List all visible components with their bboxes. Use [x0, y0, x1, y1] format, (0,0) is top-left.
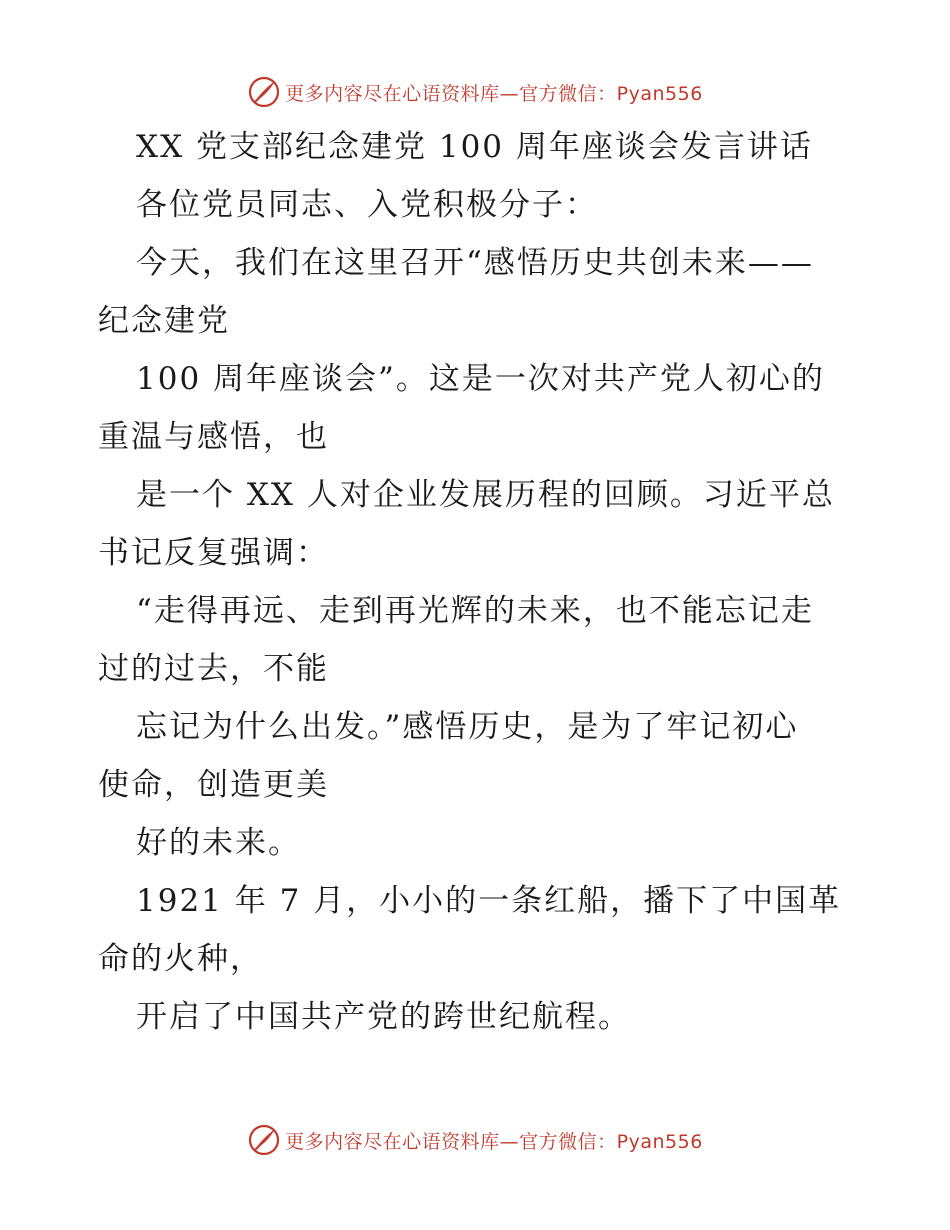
document-title: XX 党支部纪念建党 100 周年座谈会发言讲话	[136, 129, 813, 165]
footer-banner-text: 更多内容尽在心语资料库—官方微信：Pyan556	[285, 1130, 703, 1153]
paragraph-line: 重温与感悟，也	[98, 419, 329, 455]
paragraph-line: 使命，创造更美	[98, 767, 329, 803]
footer-watermark-banner	[0, 1118, 950, 1162]
paragraph-line: 好的未来。	[136, 825, 301, 861]
paragraph-line: 100 周年座谈会”。这是一次对共产党人初心的	[136, 361, 825, 397]
quill-logo-icon	[247, 1123, 281, 1157]
paragraph-line: 纪念建党	[98, 303, 230, 339]
quill-logo-icon	[247, 75, 281, 109]
paragraph-line: 忘记为什么出发。”感悟历史，是为了牢记初心	[136, 709, 799, 745]
paragraph-line: 命的火种，	[98, 941, 263, 977]
quote-line: “走得再远、走到再光辉的未来，也不能忘记走	[136, 593, 814, 629]
header-watermark-banner	[0, 70, 950, 114]
paragraph-line: 1921 年 7 月，小小的一条红船，播下了中国革	[136, 883, 842, 919]
paragraph-line: 是一个 XX 人对企业发展历程的回顾。习近平总	[136, 477, 835, 513]
document-body	[98, 118, 858, 1046]
paragraph-line: 书记反复强调：	[98, 535, 329, 571]
paragraph-line: 今天，我们在这里召开“感悟历史共创未来——	[136, 245, 814, 281]
paragraph-line: 开启了中国共产党的跨世纪航程。	[136, 999, 631, 1035]
quote-line: 过的过去，不能	[98, 651, 329, 687]
salutation: 各位党员同志、入党积极分子：	[136, 187, 598, 223]
header-banner-text: 更多内容尽在心语资料库—官方微信：Pyan556	[285, 82, 703, 105]
